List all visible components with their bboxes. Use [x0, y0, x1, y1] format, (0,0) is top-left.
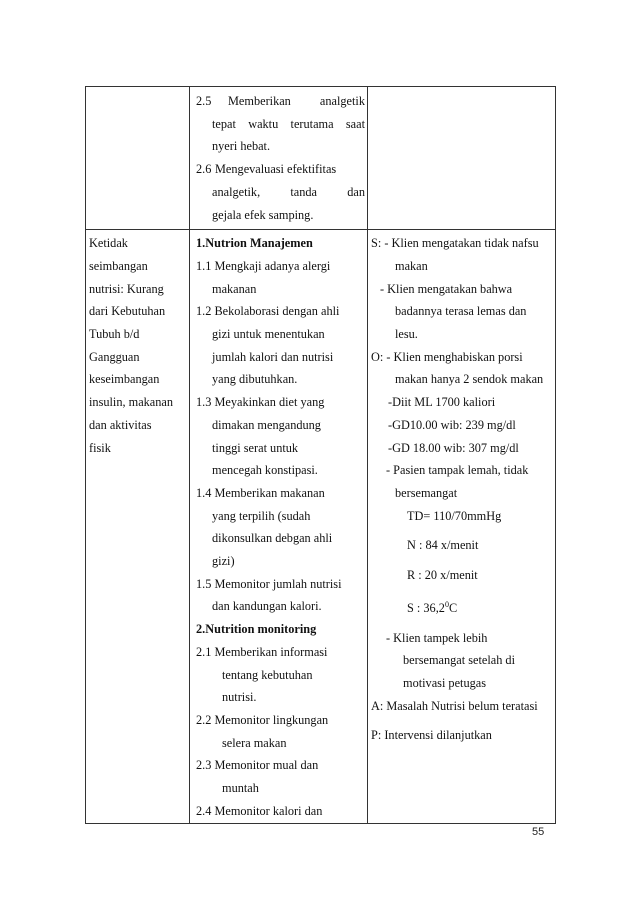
list-item: dikonsulkan debgan ahli [212, 531, 333, 546]
vital-sign-r: R : 20 x/menit [407, 568, 478, 583]
table-row [86, 230, 556, 823]
list-item: 1.1 Mengkaji adanya alergi [196, 258, 331, 273]
evaluation-cell-empty [368, 87, 556, 230]
list-item: yang dibutuhkan. [212, 372, 298, 387]
list-item: 2.2 Memonitor lingkungan [196, 712, 329, 727]
list-item: nutrisi. [222, 690, 257, 705]
degree-sup: 0 [444, 599, 449, 609]
objective-line: makan hanya 2 sendok makan [395, 372, 544, 387]
list-item [196, 158, 365, 181]
list-item: gejala efek samping. [212, 207, 314, 222]
subjective-line: lesu. [395, 327, 418, 342]
list-item: dan kandungan kalori. [212, 599, 322, 614]
subjective-line: S: - Klien mengatakan tidak nafsu [371, 236, 539, 251]
list-item: yang terpilih (sudah [212, 508, 311, 523]
list-item: tinggi serat untuk [212, 440, 299, 455]
list-item: 1.5 Memonitor jumlah nutrisi [196, 576, 342, 591]
objective-line: -Diit ML 1700 kaliori [388, 395, 496, 410]
page-number: 55 [532, 826, 545, 838]
objective-line: bersemangat [395, 485, 458, 500]
list-item: 1.2 Bekolaborasi dengan ahli [196, 304, 340, 319]
evaluation-cell [368, 230, 556, 823]
list-item: gizi untuk menentukan [212, 327, 325, 342]
intervention-cell [190, 230, 368, 823]
item-number: 2.5 [196, 94, 212, 108]
diagnosis-line: Ketidak [89, 236, 128, 251]
list-item: analgetik, tanda dan [212, 184, 365, 199]
list-item: nyeri hebat. [212, 139, 271, 154]
vital-sign-n: N : 84 x/menit [407, 538, 479, 553]
diagnosis-line: Gangguan [89, 349, 140, 364]
diagnosis-line: nutrisi: Kurang [89, 281, 164, 296]
list-item: tentang kebutuhan [222, 667, 313, 682]
list-item: dimakan mengandung [212, 417, 321, 432]
item-text: Memberikan analgetik [228, 94, 365, 108]
subjective-line: badannya terasa lemas dan [395, 304, 527, 319]
list-item: muntah [222, 781, 259, 796]
list-item: mencegah konstipasi. [212, 463, 318, 478]
vital-sign-s [371, 594, 553, 620]
subjective-line: - Klien mengatakan bahwa [380, 281, 513, 296]
objective-line: -GD 18.00 wib: 307 mg/dl [388, 440, 519, 455]
objective-line: - Pasien tampak lemah, tidak [386, 463, 529, 478]
diagnosis-line: insulin, makanan [89, 395, 174, 410]
list-item: gizi) [212, 554, 235, 569]
diagnosis-line: Tubuh b/d [89, 327, 140, 342]
list-item: 2.4 Memonitor kalori dan [196, 803, 323, 818]
list-item: 1.4 Memberikan makanan [196, 485, 325, 500]
diagnosis-line: seimbangan [89, 258, 148, 273]
item-number: 2.6 [196, 162, 212, 177]
vital-sign-td: TD= 110/70mmHg [407, 508, 502, 523]
item-text: Mengevaluasi efektifitas [215, 162, 337, 177]
diagnosis-line: fisik [89, 440, 111, 455]
list-item: 1.3 Meyakinkan diet yang [196, 395, 325, 410]
list-item: 2.1 Memberikan informasi [196, 644, 328, 659]
list-item: jumlah kalori dan nutrisi [212, 349, 334, 364]
diagnosis-cell-empty [86, 87, 190, 230]
temp-value: S : 36,2 [407, 600, 445, 615]
table-row [86, 87, 556, 230]
diagnosis-line: dan aktivitas [89, 417, 152, 432]
list-item: tepat waktu terutama saat [212, 116, 365, 131]
list-item: makanan [212, 281, 257, 296]
objective-line: O: - Klien menghabiskan porsi [371, 349, 523, 364]
assessment-line: A: Masalah Nutrisi belum teratasi [371, 698, 538, 713]
diagnosis-cell [86, 230, 190, 823]
diagnosis-line: keseimbangan [89, 372, 160, 387]
diagnosis-line: dari Kebutuhan [89, 304, 166, 319]
section-heading: 1.Nutrion Manajemen [196, 236, 313, 251]
nursing-care-table [85, 86, 556, 824]
list-item: selera makan [222, 735, 287, 750]
objective-line: motivasi petugas [403, 675, 486, 690]
intervention-cell [190, 87, 368, 230]
temp-unit: C [448, 600, 458, 615]
objective-line: bersemangat setelah di [403, 653, 515, 668]
objective-line: - Klien tampek lebih [386, 630, 488, 645]
plan-line: P: Intervensi dilanjutkan [371, 728, 492, 743]
objective-line: -GD10.00 wib: 239 mg/dl [388, 417, 516, 432]
section-heading: 2.Nutrition monitoring [196, 622, 317, 637]
list-item [196, 90, 365, 113]
subjective-line: makan [395, 258, 428, 273]
list-item: 2.3 Memonitor mual dan [196, 758, 319, 773]
